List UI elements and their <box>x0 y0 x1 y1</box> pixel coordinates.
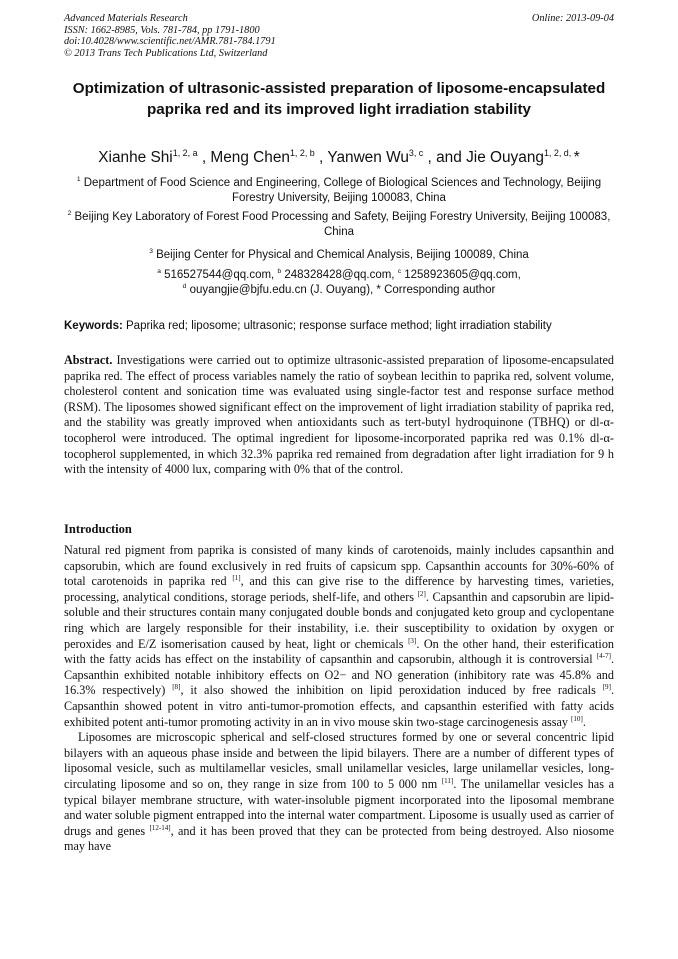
doi-line: doi:10.4028/www.scientific.net/AMR.781-784.1791 <box>64 36 276 47</box>
paragraph-text: . Capsanthin and capsorubin are lipid-soluble and their structures contain many conjugated double bonds and conjugated keto group and cyclopentane ring which are largely responsible for their instability, i.e. their susceptibility to oxidation by oxygen or peroxides and E/Z isomerisation caused by heat, light or chemicals <box>64 589 614 651</box>
citation-ref: [3] <box>408 636 417 645</box>
citation-ref: [12-14] <box>149 823 171 832</box>
email-d[interactable]: ouyangjie@bjfu.edu.cn (J. Ouyang), * Corresponding author <box>189 284 496 296</box>
paragraph-text: . The unilamellar vesicles has a typical bilayer membrane structure, with water-insoluble pigment incorporated into the liposomal membrane and water soluble pigment entrapped into the internal water compartment. Liposome is usually used as carrier of drugs and genes <box>64 776 614 838</box>
affiliation-3 <box>64 248 614 263</box>
author-superscript: 3, c <box>408 147 424 158</box>
copyright-line: © 2013 Trans Tech Publications Ltd, Switzerland <box>64 47 268 59</box>
author-separator: , <box>197 149 211 166</box>
email-b[interactable]: 248328428@qq.com, <box>284 269 395 281</box>
author-superscript: 1, 2, d, <box>543 147 574 158</box>
paragraph-text: . <box>582 714 586 729</box>
paragraph-text: Liposomes are microscopic spherical and self-closed structures formed by one or several concentric lipid bilayers with an aqueous phase inside and between the lipid bilayers. There are a number of different types of liposomal vesicle, such as multilamellar vesicles, small unilamellar vesicles, large unilamellar vesicles, long-circulating liposome and so on, they range in size from 100 to 5 000 nm <box>64 730 614 791</box>
issn-line: ISSN: 1662-8985, Vols. 781-784, pp 1791-1800 <box>64 24 260 36</box>
affiliation-number: 2 <box>67 210 72 218</box>
email-mark: a <box>157 268 161 276</box>
author-list <box>64 148 614 168</box>
paragraph-text: Natural red pigment from paprika is consisted of many kinds of carotenoids, mainly includes capsanthin and capsorubin, which are found exclusively in red fruits of capsicum spp. Capsanthin accounts for 30%-60% of total carotenoids in paprika red <box>64 543 614 589</box>
email-mark: c <box>397 268 402 276</box>
paragraph-text: , and this can give rise to the difference by harvesting times, varieties, processing, analytical conditions, storage periods, shelf-life, and others <box>64 574 614 604</box>
paragraph-text: . Capsanthin showed potent in vitro anti-tumor-promotion effects, and capsanthin esterified with fatty acids exhibited potent anti-tumor promoting activity in an in vivo mouse skin two-stage carcinogenesis assay <box>64 683 614 729</box>
affiliation-text: Beijing Center for Physical and Chemical Analysis, Beijing 100089, China <box>156 249 529 261</box>
citation-ref: [8] <box>172 683 181 692</box>
affiliation-text: Department of Food Science and Engineering, College of Biological Sciences and Technology, Beijing Forestry University, Beijing 100083, China <box>83 177 602 204</box>
paragraph-text: , it also showed the inhibition on lipid peroxidation induced by free radicals <box>180 683 603 698</box>
author-name: Meng Chen <box>210 149 290 166</box>
author-superscript: 1, 2, b <box>289 147 315 158</box>
affiliation-number: 1 <box>76 176 81 184</box>
corresponding-mark: * <box>573 149 580 166</box>
author-separator: , and <box>423 149 467 166</box>
introduction-paragraph-1 <box>64 543 614 730</box>
citation-ref: [10] <box>571 714 583 723</box>
author-name: Jie Ouyang <box>466 149 544 166</box>
keywords-text: Paprika red; liposome; ultrasonic; response surface method; light irradiation stability <box>126 320 552 332</box>
introduction-paragraph-2 <box>64 730 614 855</box>
paragraph-text: . On the other hand, their esterification with the fatty acids has effect on the instability of capsanthin and capsorubin, although it is controversial <box>64 636 615 667</box>
affiliation-text: Beijing Key Laboratory of Forest Food Processing and Safety, Beijing Forestry University, Beijing 100083, China <box>74 211 611 238</box>
author-separator: , <box>314 149 328 166</box>
affiliation-number: 3 <box>149 248 153 256</box>
affiliation-1 <box>64 176 614 206</box>
citation-ref: [1] <box>232 574 241 583</box>
email-mark: b <box>277 268 282 276</box>
citation-ref: [4-7] <box>596 652 611 661</box>
affiliation-2 <box>64 210 614 240</box>
abstract-label: Abstract. <box>64 353 113 367</box>
keywords-label: Keywords: <box>64 320 123 332</box>
introduction-heading: Introduction <box>64 522 132 536</box>
paragraph-text: . Capsanthin exhibited notable inhibitory effects on O2− and NO generation (inhibitory rate was 45.8% and 16.3% respectively) <box>64 652 614 698</box>
paragraph-text: , and it has been proved that they can be protected from being destroyed. Also niosome may have <box>64 823 614 854</box>
paper-title: Optimization of ultrasonic-assisted preparation of liposome-encapsulated paprika red and its improved light irradiation stability <box>72 80 606 118</box>
introduction-body <box>64 543 614 855</box>
online-date: Online: 2013-09-04 <box>531 13 614 24</box>
author-superscript: 1, 2, a <box>172 147 198 158</box>
journal-header <box>64 13 394 59</box>
email-c[interactable]: 1258923605@qq.com, <box>404 269 521 281</box>
journal-name: Advanced Materials Research <box>64 13 188 24</box>
email-mark: d <box>182 283 187 291</box>
author-name: Yanwen Wu <box>327 149 409 166</box>
abstract-text: Investigations were carried out to optimize ultrasonic-assisted preparation of liposome-encapsulated paprika red. The effect of process variables namely the ratio of soybean lecithin to paprika red, solvent volume, cholesterol content and sonication time was evaluated using single-factor test and response surface method (RSM). The liposomes showed significant effect on the improvement of light irradiation stability of paprika red, and the stability was greatly improved when antioxidants such as tert-butyl hydroquinone (TBHQ) or dl-α-tocopherol were introduced. The optimal ingredient for liposome-incorporated paprika red was 0.1% dl-α-tocopherol supplemented, in which 32.3% paprika red remained from degradation after light irradiation for 9 h with the intensity of 4000 lux, comparing with 0% that of the control. <box>64 353 615 477</box>
email-list <box>64 268 614 298</box>
email-a[interactable]: 516527544@qq.com, <box>164 269 275 281</box>
citation-ref: [11] <box>441 776 454 785</box>
keywords-line <box>64 319 614 334</box>
author-name: Xianhe Shi <box>98 149 173 166</box>
citation-ref: [9] <box>602 683 611 692</box>
abstract <box>64 353 614 478</box>
citation-ref: [2] <box>417 589 426 598</box>
